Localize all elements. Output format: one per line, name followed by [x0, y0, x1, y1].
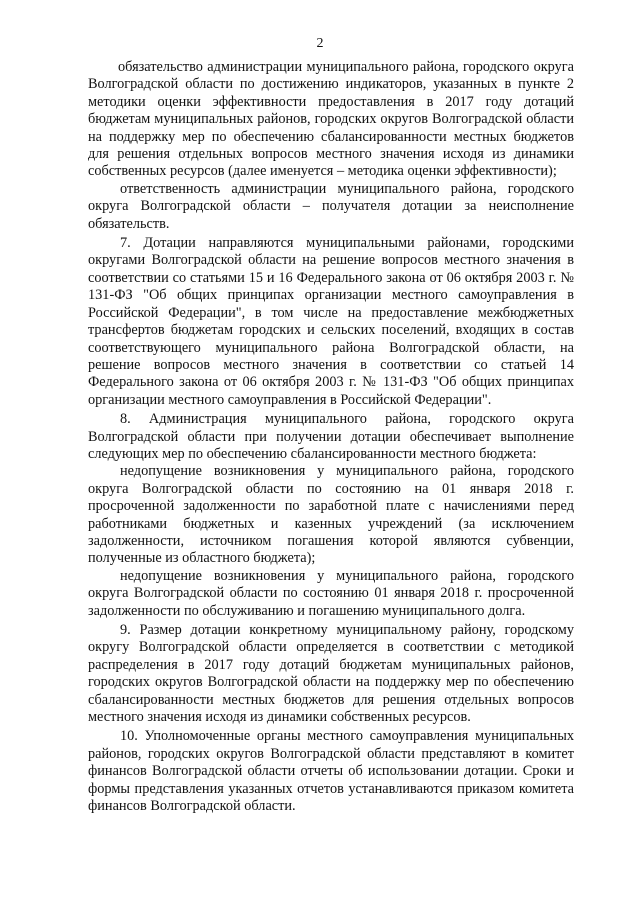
paragraph-obligation: обязательство администрации муниципального района, городского округа Волгоградской области по достижению индикаторов, указанных в пункте 2 методики оценки эффективности предоставления в 2017 году дотаций бюджетам муниципальных районов, городских округов Волгоградской области на поддержку мер по обеспечению сбалансированности местных бюджетов для решения отдельных вопросов местного значения исходя из динамики собственных ресурсов (далее именуется – методика оценки эффективности);	[88, 59, 574, 180]
paragraph-item-7: 7. Дотации направляются муниципальными районами, городскими округами Волгоградской области на решение вопросов местного значения в соответствии со статьями 15 и 16 Федерального закона от 06 октября 2003 г. № 131-ФЗ "Об общих принципах организации местного самоуправления в Российской Федерации", в том числе на предоставление межбюджетных трансфертов бюджетам городских и сельских поселений, входящих в состав соответствующего муниципального района Волгоградской области, на решение вопросов местного значения в соответствии со статьей 14 Федерального закона от 06 октября 2003 г. № 131-ФЗ "Об общих принципах организации местного самоуправления в Российской Федерации".	[88, 235, 574, 408]
page-number: 2	[316, 36, 324, 51]
document-body	[88, 59, 574, 815]
paragraph-item-8: 8. Администрация муниципального района, городского округа Волгоградской области при получении дотации обеспечивает выполнение следующих мер по обеспечению сбалансированности местного бюджета:	[88, 411, 574, 462]
paragraph-municipal-debt: недопущение возникновения у муниципального района, городского округа Волгоградской области по состоянию 01 января 2018 г. просроченной задолженности по обслуживанию и погашению муниципального долга.	[88, 567, 574, 619]
paragraph-salary-debt: недопущение возникновения у муниципального района, городского округа Волгоградской области по состоянию на 01 января 2018 г. просроченной задолженности по заработной плате с начислениями перед работниками бюджетных и казенных учреждений (за исключением задолженности, источником погашения которой являются субвенции, полученные из областного бюджета);	[88, 463, 574, 567]
paragraph-item-9: 9. Размер дотации конкретному муниципальному району, городскому округу Волгоградской области определяется в соответствии с методикой распределения в 2017 году дотаций бюджетам муниципальных районов, городских округов Волгоградской области на поддержку мер по обеспечению сбалансированности местных бюджетов для решения отдельных вопросов местного значения исходя из динамики собственных ресурсов.	[88, 622, 574, 726]
paragraph-item-10: 10. Уполномоченные органы местного самоуправления муниципальных районов, городских округов Волгоградской области представляют в комитет финансов Волгоградской области отчеты об использовании дотации. Сроки и формы представления указанных отчетов устанавливаются приказом комитета финансов Волгоградской области.	[88, 728, 574, 815]
paragraph-responsibility: ответственность администрации муниципального района, городского округа Волгоградской области – получателя дотации за неисполнение обязательств.	[88, 180, 574, 232]
